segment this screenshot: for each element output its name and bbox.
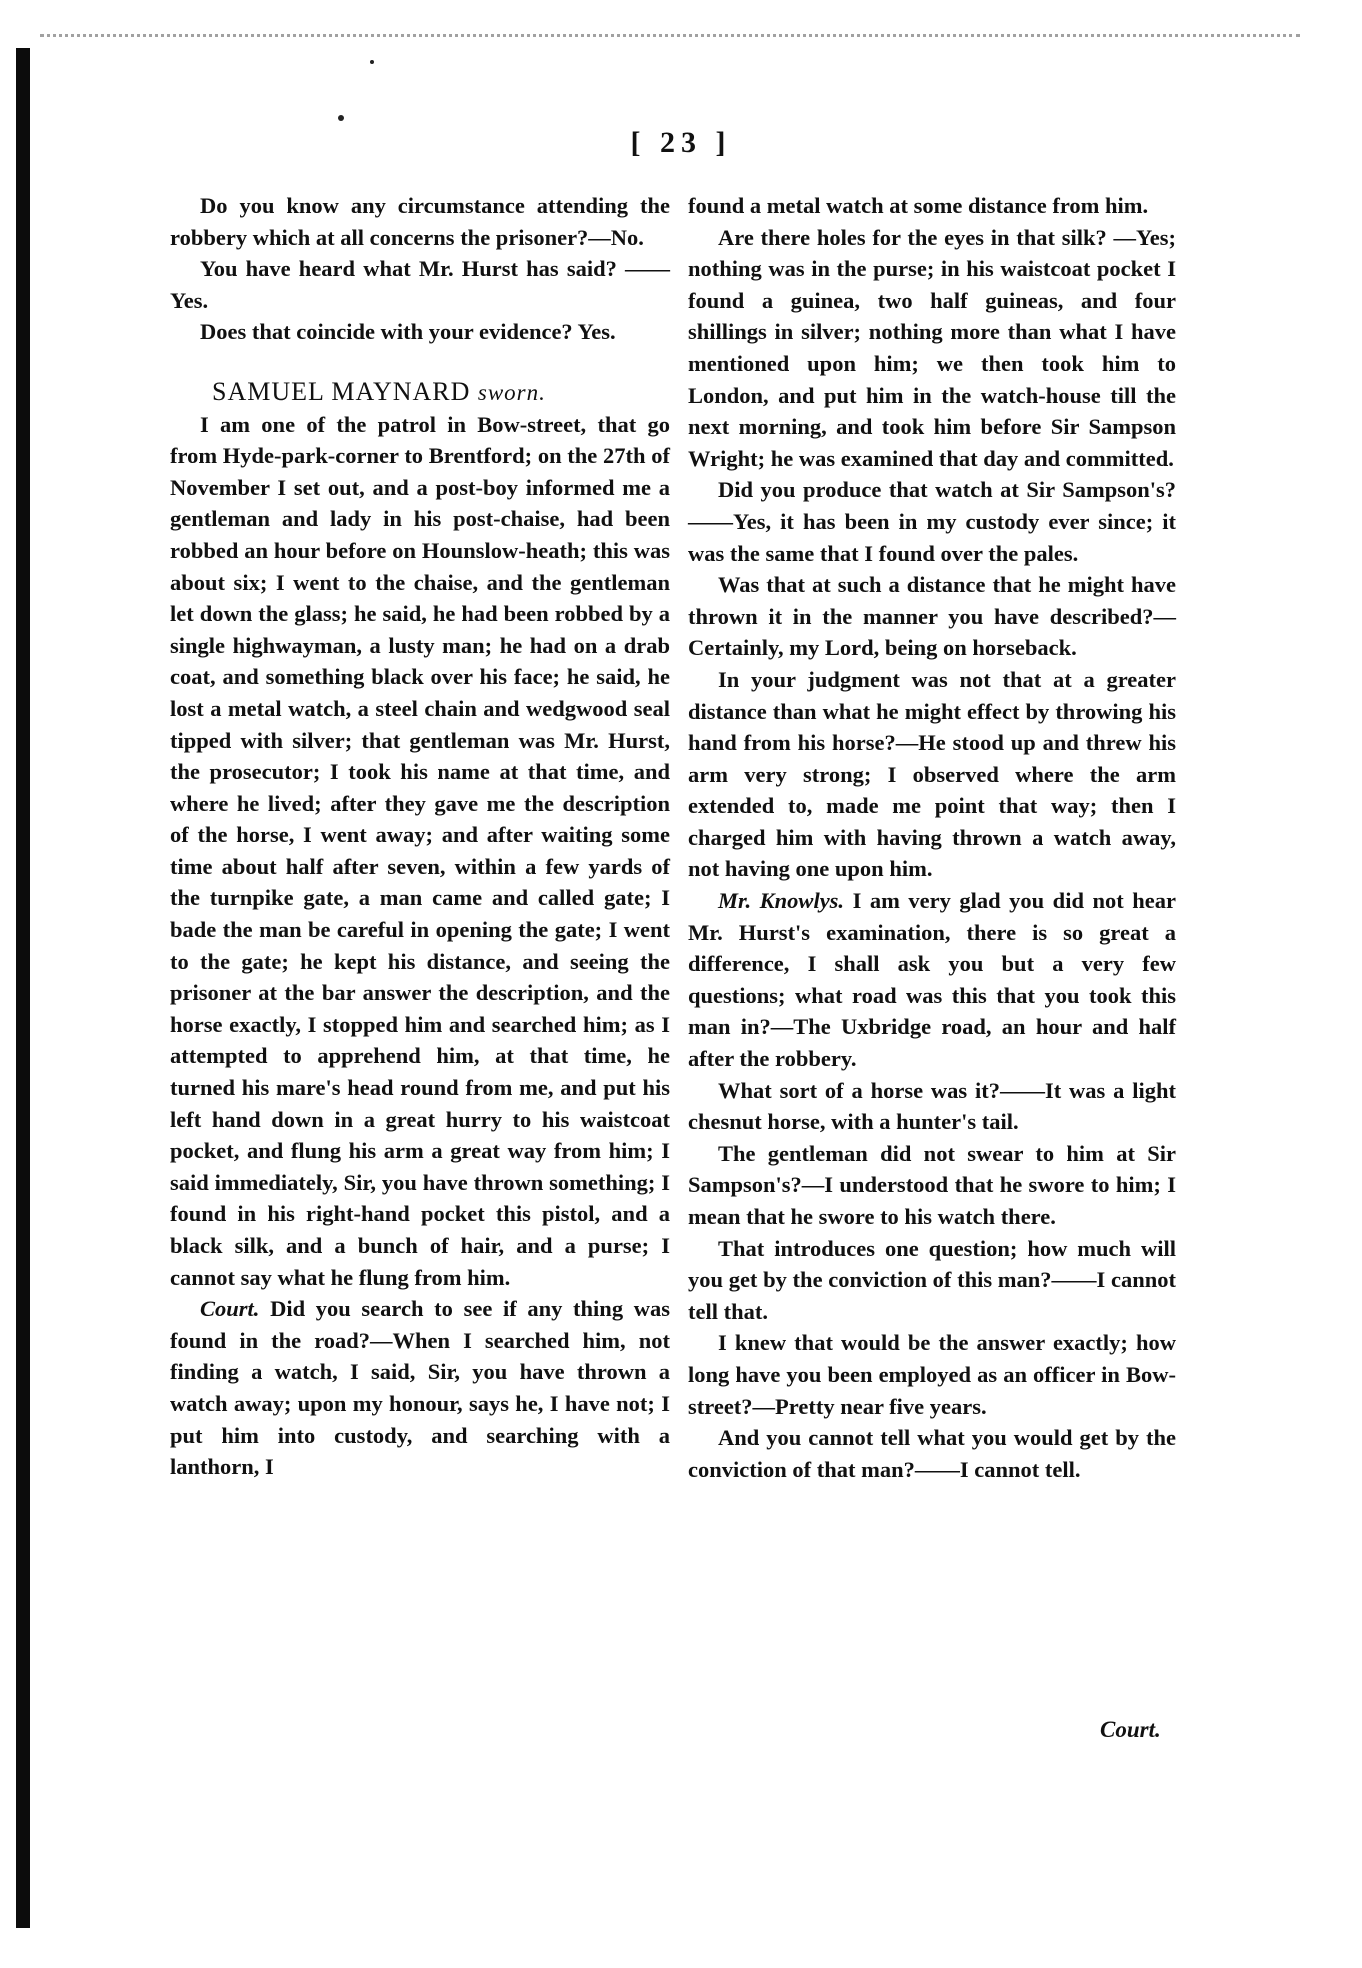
- court-question: [170, 1293, 670, 1483]
- paragraph: In your judgment was not that at a greater distance than what he might effect by throwing his hand from his horse?—He stood up and threw his arm very strong; I observed where the arm extended to, made me point that way; then I charged him with having thrown a watch away, not having one upon him.: [688, 666, 1176, 882]
- paragraph: And you cannot tell what you would get by the conviction of that man?——I cannot tell.: [688, 1425, 1176, 1482]
- witness-sworn: sworn.: [477, 379, 546, 405]
- left-column: [170, 190, 670, 1483]
- ink-speck: [338, 115, 344, 121]
- paragraph: I knew that would be the answer exactly; how long have you been employed as an officer in Bow-street?—Pretty near five years.: [688, 1330, 1176, 1419]
- right-column: [688, 190, 1176, 1485]
- scan-top-edge: [40, 34, 1300, 45]
- paragraph: Are there holes for the eyes in that silk? —Yes; nothing was in the purse; in his waistcoat pocket I found a guinea, two half guineas, and four shillings in silver; nothing more than what I have mentioned upon him; we then took him to London, and put him in the watch-house till the next morning, and took him before Sir Sampson Wright; he was examined that day and committed.: [688, 224, 1176, 471]
- cross-examination-text: I am very glad you did not hear Mr. Hurst's examination, there is so great a difference, I shall ask you but a very few questions; what road was this that you took this man in?—The Uxbridge road, an hour and half after the robbery.: [688, 888, 1176, 1072]
- paragraph: Does that coincide with your evidence? Yes.: [200, 319, 616, 345]
- paragraph: The gentleman did not swear to him at Sir Sampson's?—I understood that he swore to him; I mean that he swore to his watch there.: [688, 1140, 1176, 1229]
- speaker-label: Court.: [200, 1296, 260, 1322]
- paragraph: That introduces one question; how much will you get by the conviction of this man?——I cannot tell that.: [688, 1235, 1176, 1324]
- page-number-header: [ 23 ]: [630, 126, 732, 159]
- court-question-text: Did you search to see if any thing was found in the road?—When I searched him, not finding a watch, I said, Sir, you have thrown a watch away; upon my honour, says he, I have not; I put him into custody, and searching with a lanthorn, I: [170, 1296, 670, 1480]
- paragraph: Was that at such a distance that he might have thrown it in the manner you have described?—Certainly, my Lord, being on horseback.: [688, 572, 1176, 661]
- page-binding-edge: [16, 48, 30, 1928]
- paragraph: You have heard what Mr. Hurst has said? ——Yes.: [170, 256, 670, 313]
- paragraph: Did you produce that watch at Sir Sampson's?——Yes, it has been in my custody ever since; it was the same that I found over the pales.: [688, 477, 1176, 566]
- paragraph: What sort of a horse was it?——It was a light chesnut horse, with a hunter's tail.: [688, 1077, 1176, 1135]
- testimony-paragraph: I am one of the patrol in Bow-street, that go from Hyde-park-corner to Brentford; on the 27th of November I set out, and a post-boy informed me a gentleman and lady in his post-chaise, had been robbed an hour before on Hounslow-heath; this was about six; I went to the chaise, and the gentleman let down the glass; he said, he had been robbed by a single highwayman, a lusty man; he had on a drab coat, and something black over his face; he said, he lost a metal watch, a steel chain and wedgwood seal tipped with silver; that gentleman was Mr. Hurst, the prosecutor; I took his name at that time, and where he lived; after they gave me the description of the horse, I went away; and after waiting some time about half after seven, within a few yards of the turnpike gate, a man came and called gate; I bade the man be careful in opening the gate; I went to the gate; he kept his distance, and seeing the prisoner at the bar answer the description, and the horse exactly, I stopped him and searched him; as I attempted to apprehend him, at that time, he turned his mare's head round from me, and put his left hand down in a great hurry to his waistcoat pocket, and flung his arm a great way from him; I said immediately, Sir, you have thrown something; I found in his right-hand pocket this pistol, and a black silk, and a bunch of hair, and a purse; I cannot say what he flung from him.: [170, 411, 670, 1290]
- witness-name: SAMUEL MAYNARD: [212, 376, 471, 406]
- ink-speck: [370, 60, 374, 64]
- continuation-text: found a metal watch at some distance from him.: [688, 193, 1149, 218]
- cross-examination: [688, 885, 1176, 1075]
- speaker-label: Mr. Knowlys.: [718, 888, 845, 914]
- witness-heading: [170, 376, 670, 409]
- paragraph: Do you know any circumstance attending the robbery which at all concerns the prisoner?—No.: [170, 193, 670, 250]
- catchword: Court.: [1100, 1717, 1161, 1742]
